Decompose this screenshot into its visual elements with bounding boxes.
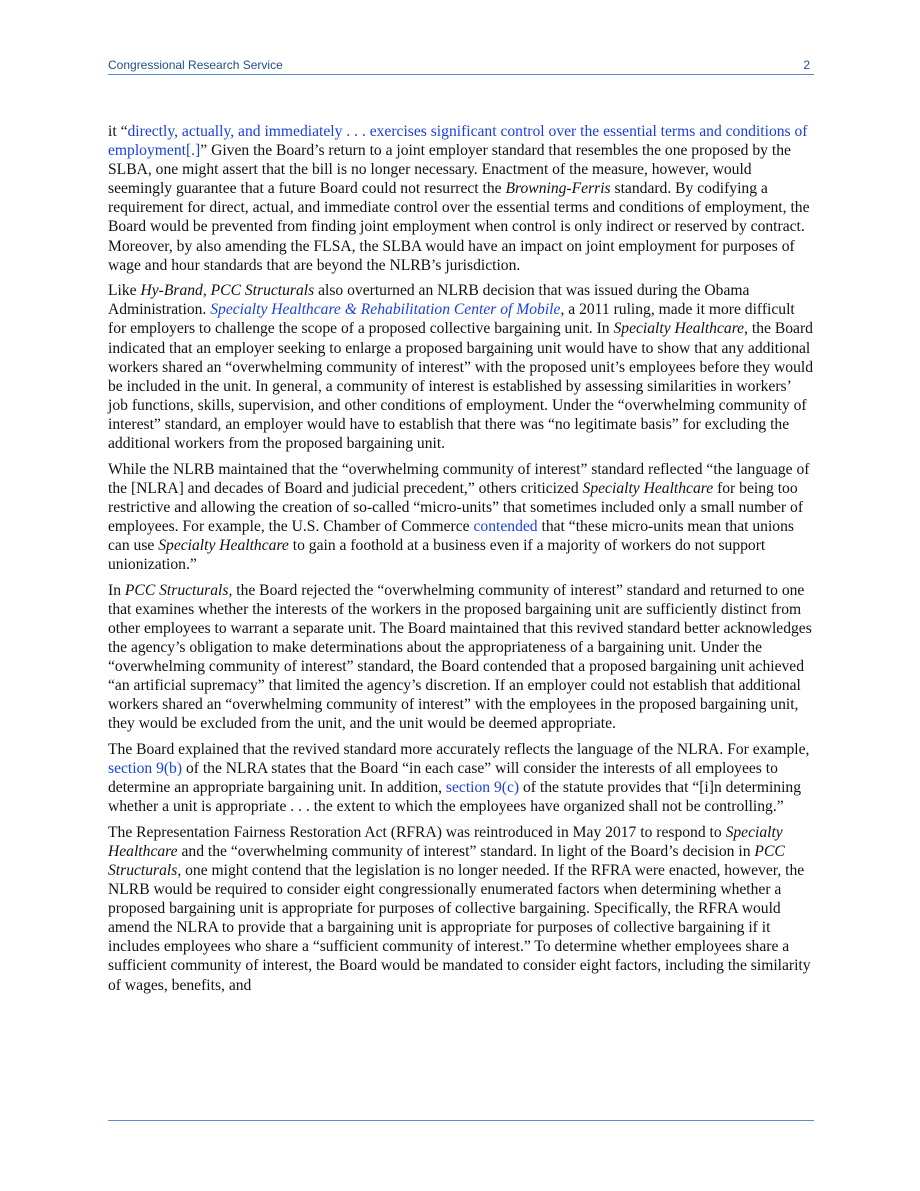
quote-link-direct-control[interactable]: directly, actually, and immediately . . . exercises significant control over the essential terms and conditions of employment[.]	[108, 123, 808, 160]
section-9c-link[interactable]: section 9(c)	[445, 779, 520, 797]
paragraph-pcc-structurals: In PCC Structurals, the Board rejected the “overwhelming community of interest” standard and returned to one that examines whether the interests of the workers in the proposed bargaining unit are sufficiently distinct from other employees to warrant a separate unit. The Board maintained that this revived standard better acknowledges the agency’s obligation to make determinations about the appropriateness of a bargaining unit. Under the “overwhelming community of interest” standard, the Board contended that a proposed bargaining unit achieved “an artificial supremacy” that limited the agency’s discretion. If an employer could not establish that additional workers shared an “overwhelming community of interest” with the employees in the proposed bargaining unit, they would be excluded from the unit, and the unit would be deemed appropriate.	[108, 581, 812, 733]
paragraph-rfra: The Representation Fairness Restoration Act (RFRA) was reintroduced in May 2017 to respond to Specialty Healthcare and the “overwhelming community of interest” standard. In light of the Board’s decision in PCC Structurals, one might contend that the legislation is no longer needed. If the RFRA were enacted, however, the NLRB would be required to consider eight congressionally enumerated factors when determining whether a proposed bargaining unit is appropriate for purposes of collective bargaining. Specifically, the RFRA would amend the NLRA to provide that a bargaining unit is appropriate for purposes of collective bargaining if it includes employees who share a “sufficient community of interest.” To determine whether employees share a sufficient community of interest, the Board would be mandated to consider eight factors, including the similarity of wages, benefits, and	[108, 823, 811, 994]
contended-link[interactable]: contended	[473, 517, 538, 535]
section-9b-link[interactable]: section 9(b)	[108, 760, 183, 777]
document-body	[108, 122, 814, 1001]
header-divider	[108, 74, 814, 75]
paragraph-nlra-language: The Board explained that the revived standard more accurately reflects the language of the NLRA. For example, section 9(b) of the NLRA states that the Board “in each case” will consider the interests of all employees to determine an appropriate bargaining unit. In addition, section 9(c) of the statute provides that “[i]n determining whether a unit is appropriate . . . the extent to which the employees have organized shall not be controlling.”	[108, 740, 810, 816]
page-number: 2	[803, 58, 810, 72]
publisher-name: Congressional Research Service	[108, 58, 283, 72]
paragraph-joint-employer: it “directly, actually, and immediately . . . exercises significant control over the essential terms and conditions of employment[.]” Given the Board’s return to a joint employer standard that resembles the one proposed by the SLBA, one might assert that the bill is no longer necessary. Enactment of the measure, however, would seemingly guarantee that a future Board could not resurrect the Browning-Ferris standard. By codifying a requirement for direct, actual, and immediate control over the essential terms and conditions of employment, the Board would be prevented from finding joint employment when control is only indirect or reserved by contract. Moreover, by also amending the FLSA, the SLBA would have an impact on joint employment for purposes of wage and hour standards that are beyond the NLRB’s jurisdiction.	[108, 123, 810, 274]
paragraph-specialty-healthcare: Like Hy-Brand, PCC Structurals also overturned an NLRB decision that was issued during the Obama Administration. Specialty Healthcare & Rehabilitation Center of Mobile, a 2011 ruling, made it more difficult for employers to challenge the scope of a proposed collective bargaining unit. In Specialty Healthcare, the Board indicated that an employer seeking to enlarge a proposed bargaining unit would have to show that any additional workers shared an “overwhelming community of interest” with the proposed unit’s employees before they would be included in the unit. In general, a community of interest is established by assessing similarities in workers’ job functions, skills, supervision, and other conditions of employment. Under the “overwhelming community of interest” standard, an employer would have to establish that there was “no legitimate basis” for excluding the additional workers from the proposed bargaining unit.	[108, 282, 814, 452]
footer-divider	[108, 1120, 814, 1121]
paragraph-micro-units: While the NLRB maintained that the “overwhelming community of interest” standard reflected “the language of the [NLRA] and decades of Board and judicial precedent,” others criticized Specialty Healthcare for being too restrictive and allowing the creation of so-called “micro-units” that sometimes included only a small number of employees. For example, the U.S. Chamber of Commerce contended that “these micro-units mean that unions can use Specialty Healthcare to gain a foothold at a business even if a majority of workers do not support unionization.”	[108, 460, 810, 574]
specialty-healthcare-link[interactable]: Specialty Healthcare & Rehabilitation Center of Mobile	[210, 301, 561, 319]
